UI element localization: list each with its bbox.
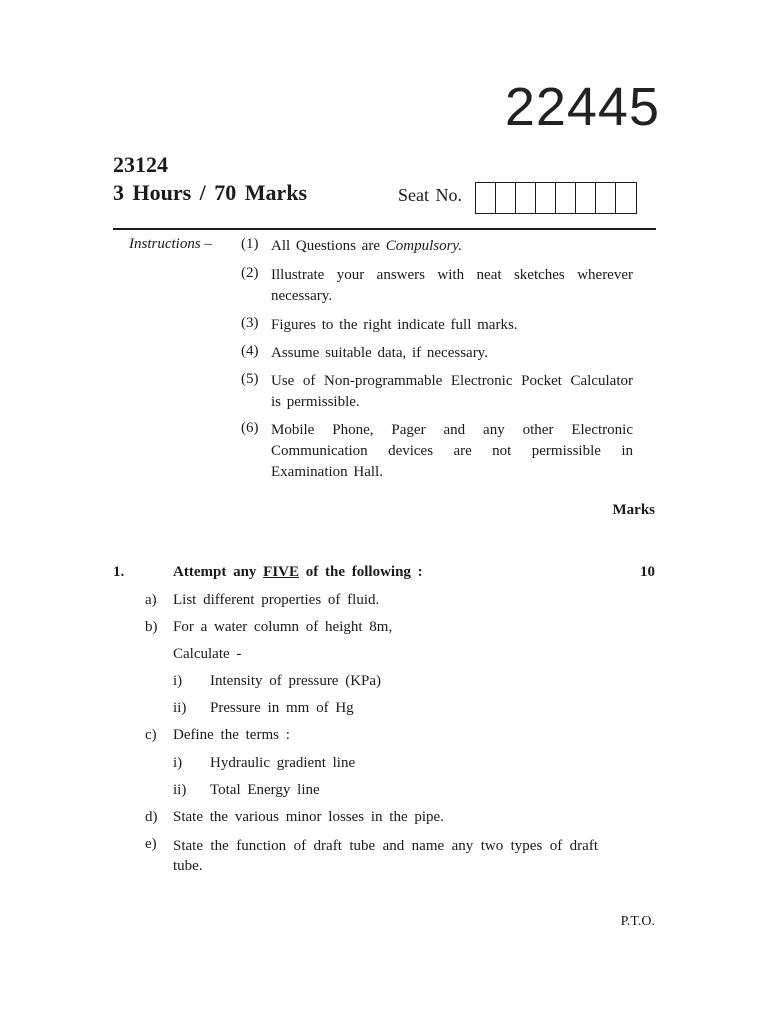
instruction-number: (4) <box>241 343 259 359</box>
part-text: State the various minor losses in the pipe. <box>173 809 444 825</box>
part-text: State the function of draft tube and name any two types of draft tube. <box>173 838 598 874</box>
question-number: 1. <box>113 564 125 580</box>
seat-box <box>556 183 576 213</box>
seat-box <box>516 183 536 213</box>
part-label: e) <box>145 836 157 852</box>
question-highlight: FIVE <box>263 564 299 580</box>
subpart-label: i) <box>173 673 183 689</box>
part-label: c) <box>145 727 157 743</box>
seat-number-boxes <box>475 182 637 214</box>
instruction-text: Illustrate your answers with neat sketches wherever necessary. <box>271 267 633 304</box>
seat-box <box>476 183 496 213</box>
instruction-number: (6) <box>241 420 259 436</box>
seat-box <box>496 183 516 213</box>
part-label: b) <box>145 619 158 635</box>
instruction-text: All Questions are Compulsory. <box>271 238 462 254</box>
instruction-text: Assume suitable data, if necessary. <box>271 345 488 361</box>
instruction-emphasis: Compulsory. <box>385 238 462 254</box>
subpart-label: ii) <box>173 782 187 798</box>
seat-number-label: Seat No. <box>398 185 462 205</box>
instruction-text: Mobile Phone, Pager and any other Electronic Communication devices are not permissible in Examination Hall. <box>271 422 633 480</box>
part-label: d) <box>145 809 158 825</box>
subpart-text: Intensity of pressure (KPa) <box>210 673 382 689</box>
subject-code: 23124 <box>113 152 168 177</box>
subpart-label: i) <box>173 755 183 771</box>
part-text: For a water column of height 8m, <box>173 619 393 635</box>
instruction-number: (3) <box>241 315 259 331</box>
instruction-text: Use of Non-programmable Electronic Pocket Calculator is permissible. <box>271 373 633 410</box>
seat-box <box>596 183 616 213</box>
subpart-text: Hydraulic gradient line <box>210 755 356 771</box>
paper-code: 22445 <box>504 77 660 137</box>
instruction-number: (5) <box>241 371 259 387</box>
instruction-number: (1) <box>241 236 259 252</box>
subpart-text: Pressure in mm of Hg <box>210 700 354 716</box>
seat-box <box>576 183 596 213</box>
part-text: List different properties of fluid. <box>173 592 380 608</box>
question-marks: 10 <box>640 564 655 580</box>
seat-box <box>536 183 556 213</box>
instruction-text: Figures to the right indicate full marks. <box>271 317 518 333</box>
page-turn-over-note: P.T.O. <box>620 914 655 929</box>
header-divider <box>113 228 656 230</box>
seat-box <box>616 183 636 213</box>
question-prompt: Attempt any FIVE of the following : <box>173 564 423 580</box>
part-calc-text: Calculate - <box>173 646 242 662</box>
duration-marks: 3 Hours / 70 Marks <box>113 180 308 205</box>
subpart-text: Total Energy line <box>210 782 320 798</box>
marks-column-heading: Marks <box>612 502 655 518</box>
part-text: Define the terms : <box>173 727 290 743</box>
instruction-number: (2) <box>241 265 259 281</box>
subpart-label: ii) <box>173 700 187 716</box>
part-label: a) <box>145 592 157 608</box>
instructions-label: Instructions – <box>129 236 212 252</box>
